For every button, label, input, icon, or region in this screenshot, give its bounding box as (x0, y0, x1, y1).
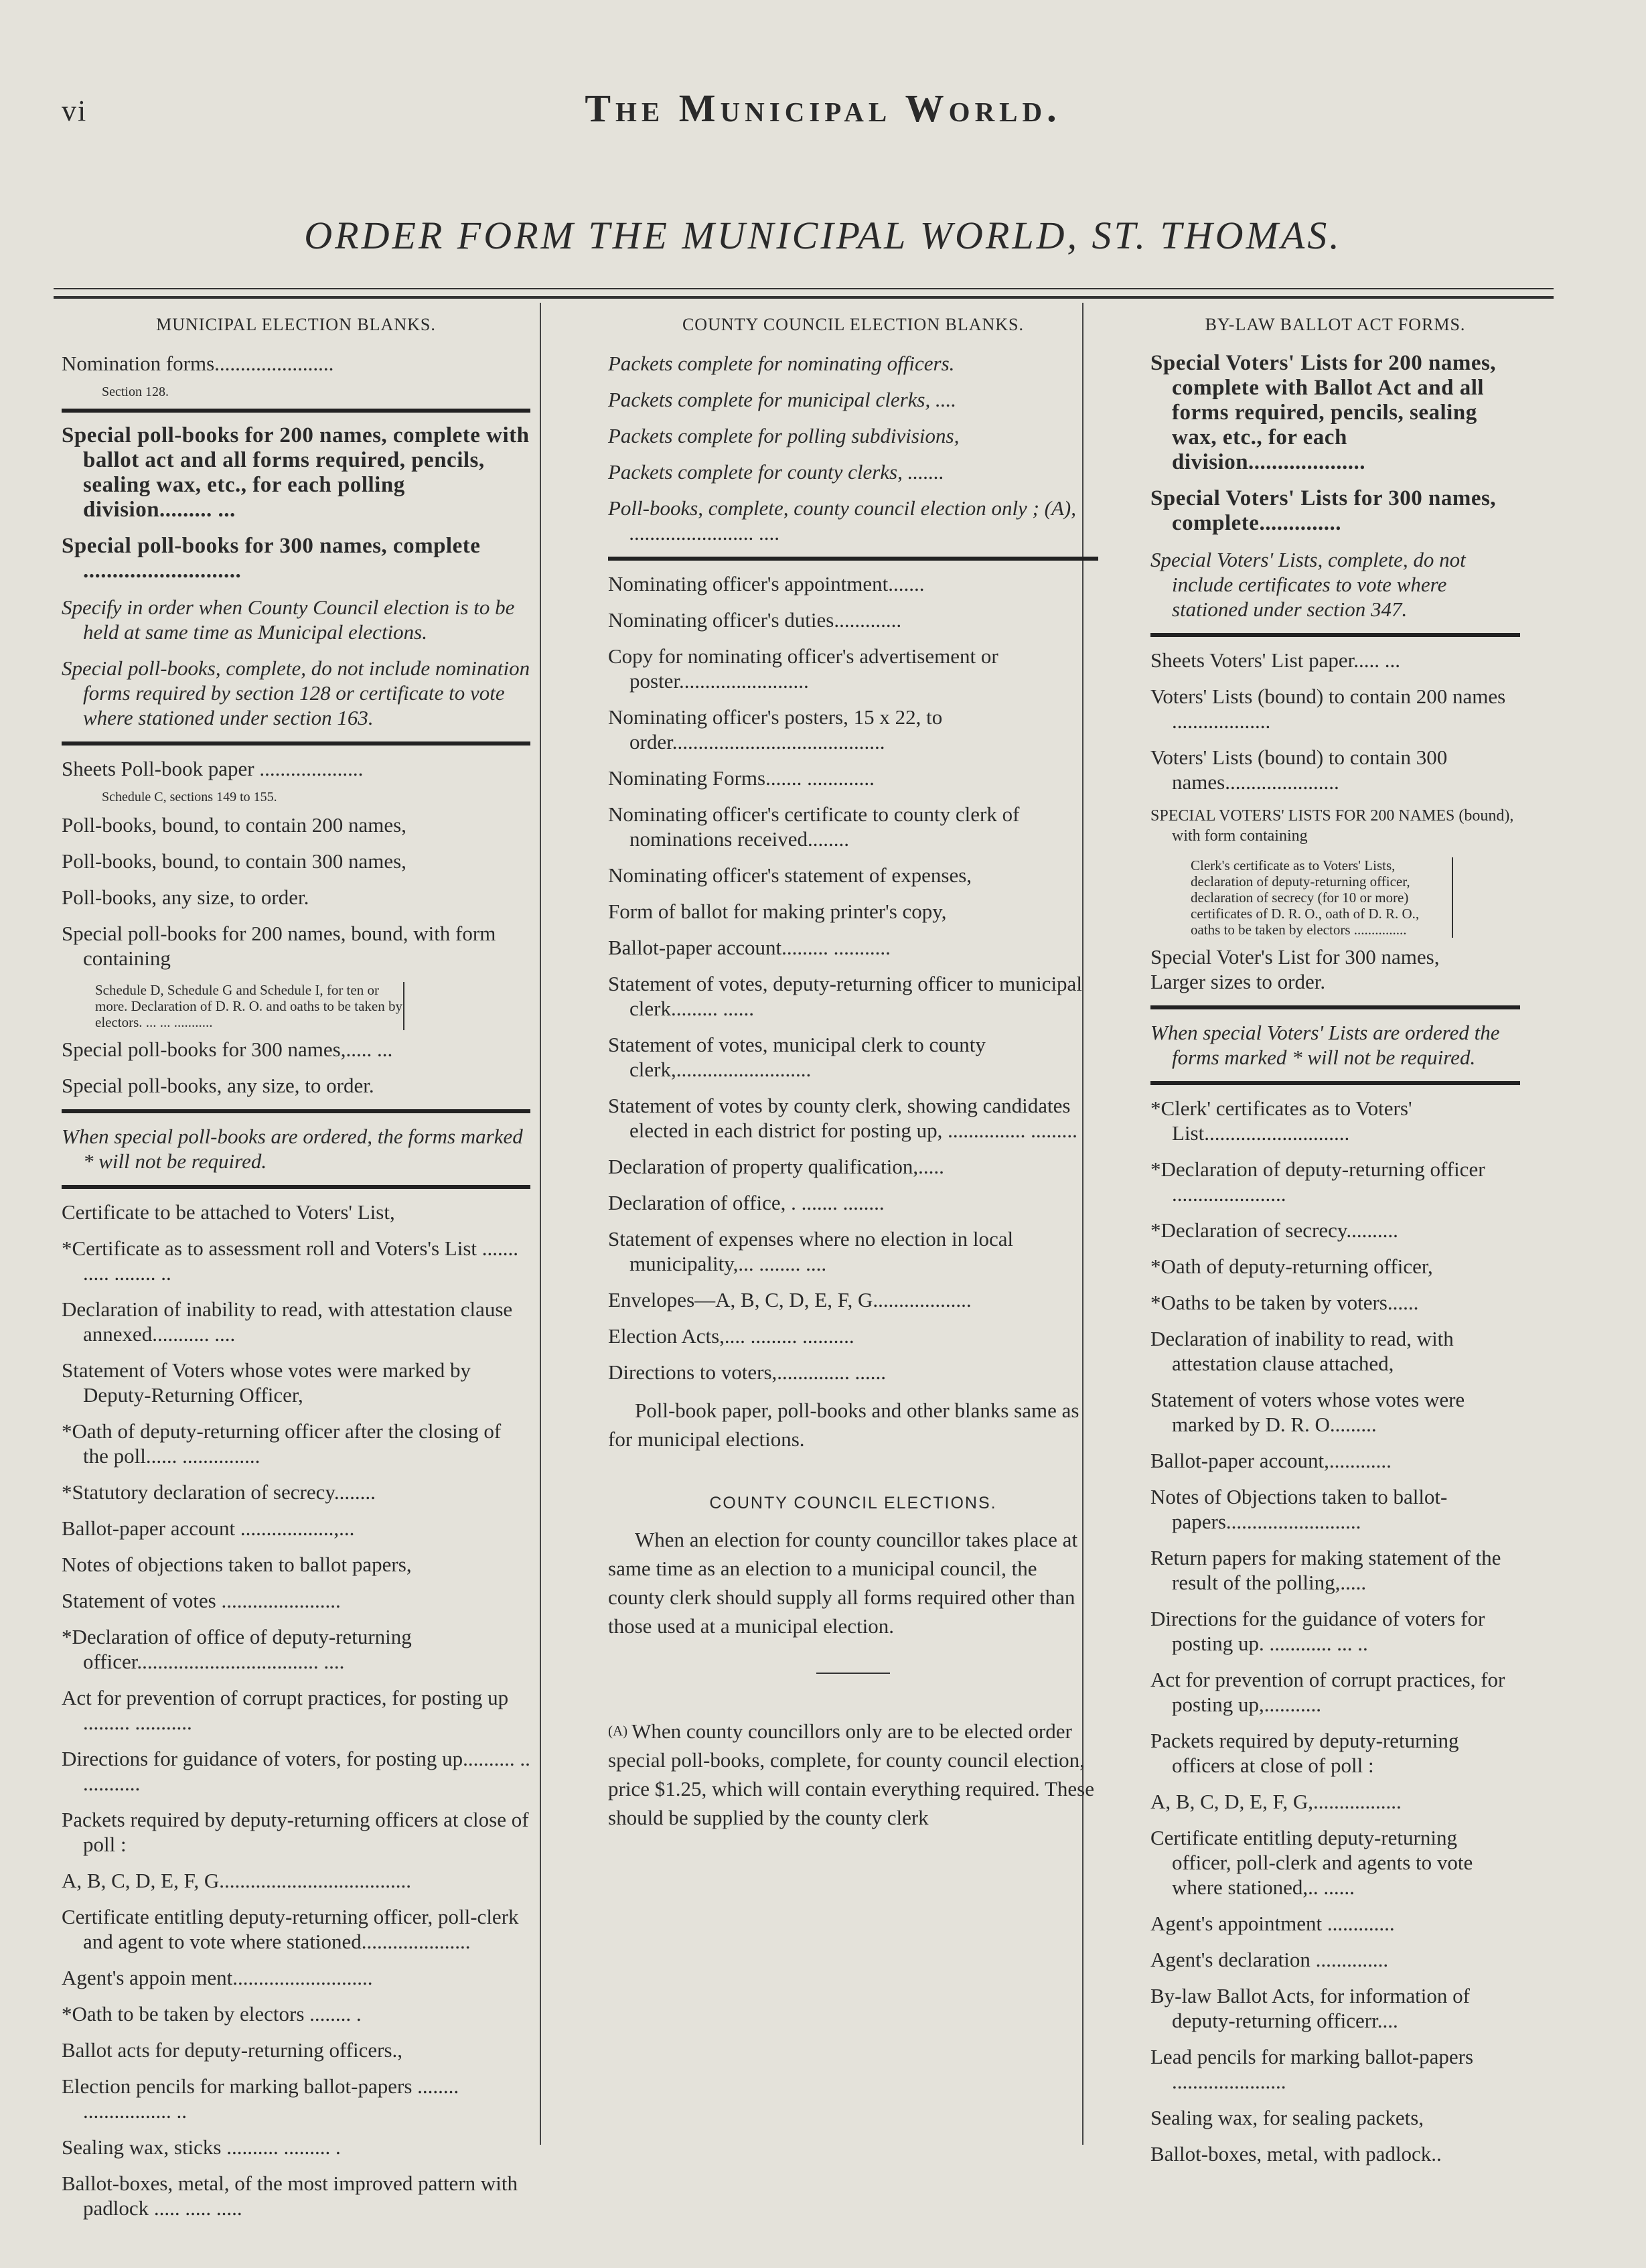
list-item: Notes of objections taken to ballot papers, (62, 1553, 412, 1576)
list-item: Nominating officer's appointment....... (608, 572, 925, 595)
by-law-column (1150, 303, 1520, 2178)
list-item: Statement of voters whose votes were marked by D. R. O......... (1150, 1388, 1465, 1436)
list-item: Special poll-books for 200 names, bound, with form containing (62, 922, 496, 970)
list-item: Voters' Lists (bound) to contain 200 names ................... (1150, 685, 1506, 733)
list-item: Declaration of inability to read, with attestation clause annexed........... .... (62, 1297, 513, 1346)
divider (62, 409, 530, 413)
list-item: SPECIAL VOTERS' LISTS FOR 200 NAMES (bound), with form containing (1150, 807, 1514, 845)
list-item: *Oaths to be taken by voters...... (1150, 1291, 1419, 1314)
list-item: *Oath to be taken by electors ........ . (62, 2002, 362, 2026)
list-item: *Oath of deputy-returning officer, (1150, 1255, 1433, 1278)
divider (62, 1185, 530, 1189)
list-item: Statement of votes by county clerk, showing candidates elected in each district for posting up, ............... ......... (608, 1094, 1077, 1142)
divider (608, 557, 1098, 561)
list-item: Statement of votes, municipal clerk to county clerk,.......................... (608, 1033, 986, 1081)
list-item: Ballot-boxes, metal, with padlock.. (1150, 2142, 1442, 2166)
divider (1150, 1081, 1520, 1085)
list-item: Act for prevention of corrupt practices, for posting up ......... ........... (62, 1686, 509, 1734)
list-item: Packets required by deputy-returning officers at close of poll : (1150, 1729, 1459, 1777)
list-item: Ballot acts for deputy-returning officers., (62, 2038, 403, 2062)
list-item: Special poll-books for 200 names, complete with ballot act and all forms required, pencils, sealing wax, etc., for each polling division......... ... (62, 423, 530, 522)
list-item: Larger sizes to order. (1150, 970, 1326, 993)
list-item: Declaration of inability to read, with attestation clause attached, (1150, 1327, 1454, 1375)
page-number: vi (62, 94, 88, 127)
list-item: A, B, C, D, E, F, G..................................... (62, 1869, 411, 1892)
list-item: Certificate entitling deputy-returning officer, poll-clerk and agents to vote where stationed,.. ...... (1150, 1826, 1473, 1899)
municipal-election-column (62, 303, 530, 2232)
order-title: ORDER FORM THE MUNICIPAL WORLD, ST. THOMAS. (304, 214, 1342, 257)
note: Specify in order when County Council election is to be held at same time as Municipal elections. (62, 595, 515, 644)
footnote (608, 1717, 1098, 1832)
list-item: Envelopes—A, B, C, D, E, F, G................... (608, 1288, 972, 1312)
item-note: Section 128. (102, 384, 169, 399)
item-note: Schedule C, sections 149 to 155. (102, 790, 277, 804)
list-item: *Declaration of office of deputy-returning officer................................... .... (62, 1625, 412, 1673)
item-list (62, 1200, 530, 2220)
divider (1150, 1005, 1520, 1009)
poll-book-note: Poll-book paper, poll-books and other blanks same as for municipal elections. (608, 1399, 1079, 1451)
list-item: *Statutory declaration of secrecy........ (62, 1480, 376, 1504)
short-rule (816, 1673, 890, 1674)
section-text: When an election for county councillor takes place at same time as an election to a municipal council, the county clerk should supply all forms required other than those used at a municipal election. (608, 1528, 1078, 1638)
list-item: Ballot-paper account......... ........... (608, 936, 891, 959)
list-item: Return papers for making statement of the result of the polling,..... (1150, 1546, 1501, 1594)
list-item: Statement of Voters whose votes were marked by Deputy-Returning Officer, (62, 1358, 471, 1407)
divider (62, 1109, 530, 1113)
list-item: Poll-books, any size, to order. (62, 885, 309, 909)
list-item: Election Acts,.... ......... .......... (608, 1324, 854, 1348)
footnote-text: When county councillors only are to be elected order special poll-books, complete, for county council election, price $1.25, which will contain everything required. These should be supplied by the county clerk (608, 1719, 1094, 1829)
list-item: Sealing wax, sticks .......... ......... . (62, 2135, 341, 2159)
column-heading: MUNICIPAL ELECTION BLANKS. (156, 315, 436, 334)
bracket-note: Schedule D, Schedule G and Schedule I, for ten or more. Declaration of D. R. O. and oaths to be taken by electors. ... ... ........... (62, 982, 404, 1030)
list-item: Nominating officer's duties............. (608, 608, 902, 632)
list-item: Election pencils for marking ballot-papers ........ ................. .. (62, 2074, 459, 2123)
list-item: Notes of Objections taken to ballot-papers.......................... (1150, 1485, 1448, 1533)
item-list (608, 571, 1098, 1385)
list-item: Special Voters' Lists for 300 names, complete.............. (1150, 486, 1497, 535)
list-item: Sheets Voters' List paper..... ... (1150, 648, 1400, 672)
column-heading: COUNTY COUNCIL ELECTION BLANKS. (682, 315, 1025, 334)
list-item: Voters' Lists (bound) to contain 300 names...................... (1150, 746, 1448, 794)
packet-item: Packets complete for municipal clerks, .... (608, 388, 956, 411)
note: When special poll-books are ordered, the forms marked * will not be required. (62, 1125, 523, 1173)
list-item: Nomination forms....................... (62, 352, 334, 375)
list-item: Certificate to be attached to Voters' List, (62, 1200, 395, 1224)
list-item: Sheets Poll-book paper .................... (62, 757, 364, 780)
county-council-column (608, 303, 1098, 1832)
list-item: *Oath of deputy-returning officer after the closing of the poll...... ............... (62, 1419, 502, 1468)
list-item: Special Voters' Lists for 200 names, complete with Ballot Act and all forms required, pencils, sealing wax, etc., for each division.................... (1150, 351, 1497, 474)
list-item: *Clerk' certificates as to Voters' List............................ (1150, 1096, 1412, 1145)
masthead: The Municipal World. (585, 86, 1061, 130)
list-item: Copy for nominating officer's advertisement or poster......................... (608, 644, 998, 693)
item-list (1150, 648, 1520, 794)
list-item: Packets required by deputy-returning officers at close of poll : (62, 1808, 529, 1856)
list-item: Statement of votes ....................... (62, 1589, 341, 1612)
list-item: Special poll-books for 300 names,..... ... (62, 1038, 393, 1061)
list-item: By-law Ballot Acts, for information of deputy-returning officerr.... (1150, 1984, 1470, 2032)
packet-item: Packets complete for polling subdivisions, (608, 424, 960, 447)
list-item: Agent's appointment ............. (1150, 1912, 1395, 1935)
list-item: Declaration of office, . ....... ........ (608, 1191, 885, 1214)
list-item: Nominating officer's certificate to county clerk of nominations received........ (608, 802, 1020, 851)
list-item: Nominating officer's posters, 15 x 22, to order......................................... (608, 705, 943, 754)
list-item: Statement of votes, deputy-returning officer to municipal clerk......... ...... (608, 972, 1082, 1020)
section-title: COUNTY COUNCIL ELECTIONS. (709, 1494, 997, 1512)
list-item: *Declaration of deputy-returning officer ...................... (1150, 1157, 1485, 1206)
packet-item: Packets complete for nominating officers. (608, 352, 955, 375)
item-list (1150, 1096, 1520, 2166)
top-rule (54, 288, 1554, 289)
list-item: Ballot-paper account ..................,... (62, 1516, 355, 1540)
list-item: Act for prevention of corrupt practices, for posting up,........... (1150, 1668, 1505, 1716)
list-item: Directions to voters,.............. ...... (608, 1360, 887, 1384)
list-item: Statement of expenses where no election in local municipality,... ........ .... (608, 1227, 1014, 1275)
top-rule-thick (54, 296, 1554, 299)
list-item: Agent's declaration .............. (1150, 1948, 1389, 1971)
list-item: Certificate entitling deputy-returning officer, poll-clerk and agent to vote where stationed..................... (62, 1905, 519, 1953)
packet-item: Poll-books, complete, county council election only ; (A), ........................ .... (608, 496, 1076, 545)
list-item: Sealing wax, for sealing packets, (1150, 2106, 1424, 2129)
column-heading: BY-LAW BALLOT ACT FORMS. (1205, 315, 1466, 334)
list-item: Lead pencils for marking ballot-papers ...................... (1150, 2045, 1474, 2093)
bracket-note: Clerk's certificate as to Voters' Lists, declaration of deputy-returning officer, declaration of secrecy (for 10 or more) certificates of D. R. O., oath of D. R. O., oaths to be taken by electors ............... (1150, 857, 1453, 938)
list-item: Nominating Forms....... ............. (608, 766, 875, 790)
note: When special Voters' Lists are ordered the forms marked * will not be required. (1150, 1021, 1500, 1069)
list-item: Directions for guidance of voters, for posting up.......... .. ........... (62, 1747, 530, 1795)
packet-item: Packets complete for county clerks, ....... (608, 460, 944, 484)
packet-list (608, 351, 1098, 545)
column-divider-1 (540, 303, 541, 2145)
divider (62, 741, 530, 746)
list-item: Special poll-books, any size, to order. (62, 1074, 374, 1097)
list-item: Directions for the guidance of voters for posting up. ............ ... .. (1150, 1607, 1485, 1655)
list-item: Nominating officer's statement of expenses, (608, 863, 972, 887)
list-item: Form of ballot for making printer's copy, (608, 900, 947, 923)
divider (1150, 633, 1520, 637)
list-item: Ballot-paper account,............ (1150, 1449, 1392, 1472)
list-item: *Declaration of secrecy.......... (1150, 1218, 1398, 1242)
list-item: Special poll-books for 300 names, complete ........................... (62, 534, 481, 583)
list-item: Declaration of property qualification,..... (608, 1155, 944, 1178)
note: Special poll-books, complete, do not include nomination forms required by section 128 or certificate to vote where stationed under section 163. (62, 656, 530, 729)
note: Special Voters' Lists, complete, do not include certificates to vote where stationed under section 347. (1150, 548, 1466, 621)
list-item: *Certificate as to assessment roll and Voters's List ....... ..... ........ .. (62, 1236, 519, 1285)
list-item: Ballot-boxes, metal, of the most improved pattern with padlock ..... ..... ..... (62, 2172, 518, 2220)
list-item: Poll-books, bound, to contain 300 names, (62, 849, 406, 873)
footnote-mark: (A) (608, 1723, 628, 1739)
list-item: A, B, C, D, E, F, G,................. (1150, 1790, 1402, 1813)
list-item: Poll-books, bound, to contain 200 names, (62, 813, 406, 837)
list-item: Agent's appoin ment........................... (62, 1966, 373, 1989)
list-item: Special Voter's List for 300 names, (1150, 945, 1440, 969)
